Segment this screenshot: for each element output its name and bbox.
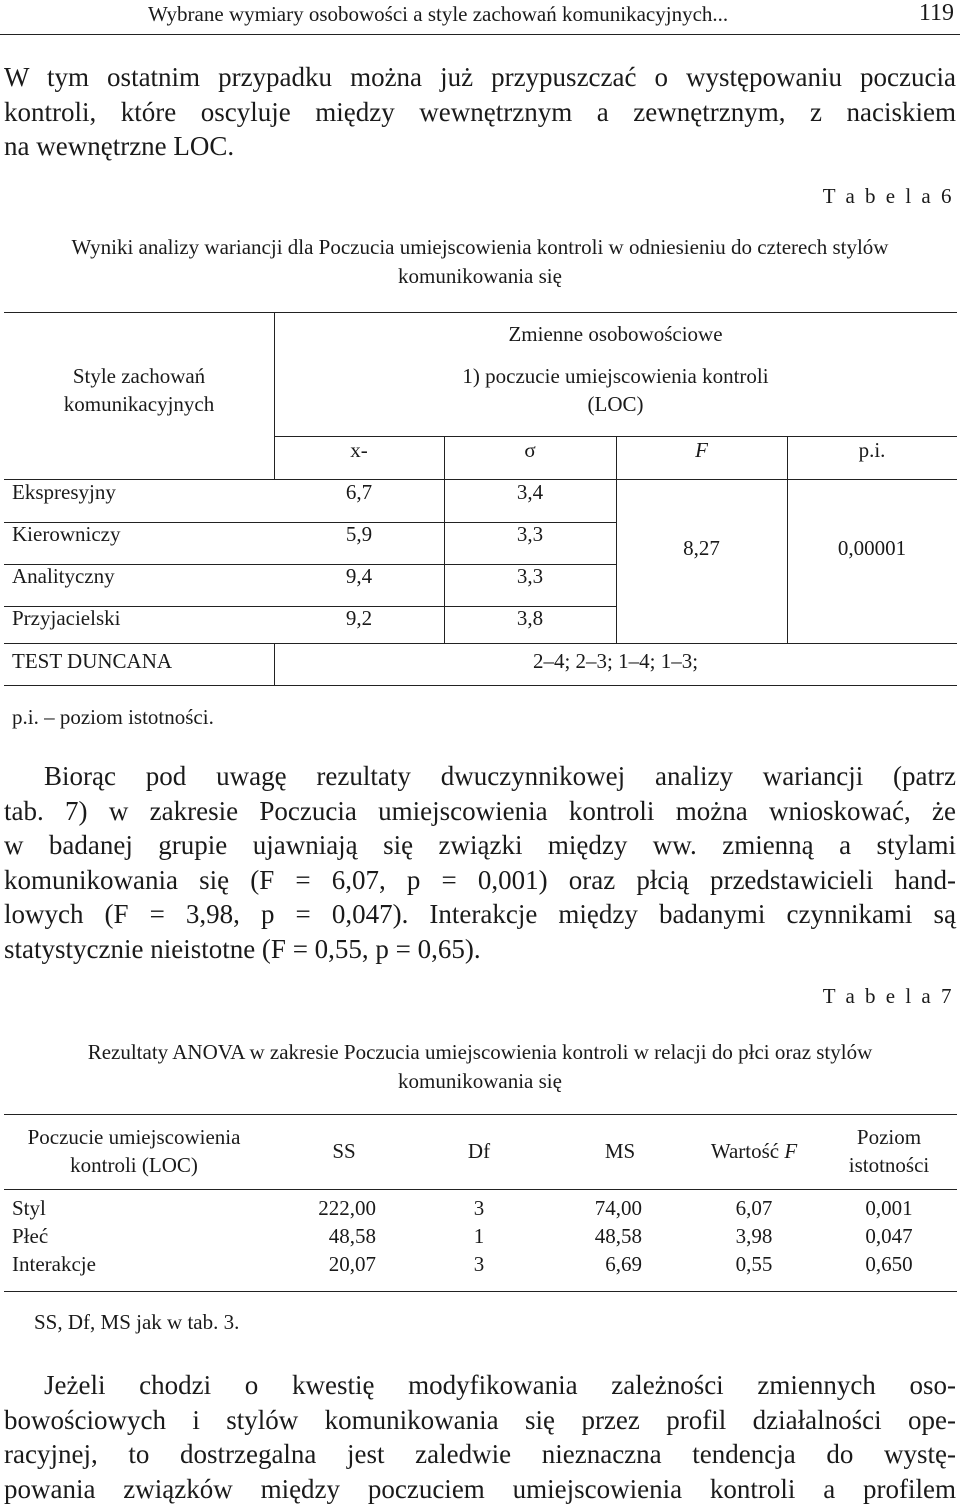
- ss-value: 20,07: [284, 1250, 376, 1278]
- variable-name: [274, 362, 957, 418]
- col0-header: [4, 1123, 264, 1179]
- variable-line: 1) poczucie umiejscowienia kontroli: [274, 362, 957, 390]
- col-header-pi: p.i.: [787, 436, 957, 464]
- page-number: 119: [919, 0, 954, 27]
- caption-line: komunikowania się: [0, 1067, 960, 1096]
- f-value: 0,55: [714, 1250, 794, 1278]
- variable-line: (LOC): [274, 390, 957, 418]
- mean-value: 6,7: [274, 478, 444, 506]
- ms-value: 6,69: [554, 1250, 642, 1278]
- paragraph-line: tab. 7) w zakresie Poczucia umiejscowienia kontroli można wnioskować, że: [4, 794, 956, 829]
- ms-header: MS: [560, 1137, 680, 1165]
- middle-paragraph: [4, 759, 956, 966]
- df-header: Df: [419, 1137, 539, 1165]
- row-header-line: komunikacyjnych: [4, 390, 274, 418]
- group-title: Zmienne osobowościowe: [274, 320, 957, 348]
- col-header-sigma: σ: [444, 436, 616, 464]
- row-header-cell: [4, 362, 274, 418]
- f-header: [684, 1137, 824, 1165]
- effect-name: Styl: [12, 1194, 46, 1222]
- p-value: 0,047: [839, 1222, 939, 1250]
- f-header-symbol: F: [784, 1139, 797, 1163]
- paragraph-line: lowych (F = 3,98, p = 0,047). Interakcje między badanymi czynnikami są: [4, 897, 956, 932]
- p-value: 0,001: [839, 1194, 939, 1222]
- f-value: 8,27: [616, 534, 787, 562]
- table6-caption: [0, 233, 960, 291]
- table6-note: p.i. – poziom istotności.: [12, 705, 214, 730]
- paragraph-line: Biorąc pod uwagę rezultaty dwuczynnikowej analizy wariancji (patrz: [4, 759, 956, 794]
- paragraph-line: kontroli, które oscyluje między wewnętrznym a zewnętrznym, z naciskiem: [4, 95, 956, 130]
- sigma-value: 3,3: [444, 520, 616, 548]
- caption-line: komunikowania się: [0, 262, 960, 291]
- f-value: 3,98: [714, 1222, 794, 1250]
- paragraph-line: powania związków między poczuciem umiejscowienia kontroli a profilem: [4, 1472, 956, 1506]
- table7-label: T a b e l a 7: [823, 984, 954, 1009]
- style-name: Ekspresyjny: [12, 478, 116, 506]
- table6: [4, 312, 957, 686]
- sigma-value: 3,4: [444, 478, 616, 506]
- ms-value: 48,58: [554, 1222, 642, 1250]
- duncan-value: 2–4; 2–3; 1–4; 1–3;: [274, 647, 957, 675]
- col0-header-line: kontroli (LOC): [4, 1151, 264, 1179]
- paragraph-line: komunikowania się (F = 6,07, p = 0,001) oraz płcią przedstawicieli hand-: [4, 863, 956, 898]
- ms-value: 74,00: [554, 1194, 642, 1222]
- table7-note: SS, Df, MS jak w tab. 3.: [34, 1310, 239, 1335]
- ss-header: SS: [284, 1137, 404, 1165]
- paragraph-line: Jeżeli chodzi o kwestię modyfikowania zależności zmiennych oso-: [4, 1368, 956, 1403]
- df-value: 1: [449, 1222, 509, 1250]
- col-header-mean: x-: [274, 436, 444, 464]
- style-name: Kierowniczy: [12, 520, 120, 548]
- sigma-value: 3,8: [444, 604, 616, 632]
- f-value: 6,07: [714, 1194, 794, 1222]
- df-value: 3: [449, 1194, 509, 1222]
- running-head: [0, 0, 960, 35]
- intro-paragraph: [4, 60, 956, 164]
- style-name: Przyjacielski: [12, 604, 120, 632]
- ss-value: 222,00: [284, 1194, 376, 1222]
- p-value: 0,650: [839, 1250, 939, 1278]
- effect-name: Interakcje: [12, 1250, 96, 1278]
- caption-line: Wyniki analizy wariancji dla Poczucia umiejscowienia kontroli w odniesieniu do czterech stylów: [0, 233, 960, 262]
- sig-header-line: Poziom: [819, 1123, 959, 1151]
- df-value: 3: [449, 1250, 509, 1278]
- duncan-label: TEST DUNCANA: [12, 647, 172, 675]
- paragraph-line: W tym ostatnim przypadku można już przypuszczać o występowaniu poczucia: [4, 60, 956, 95]
- row-header-line: Style zachowań: [4, 362, 274, 390]
- sigma-value: 3,3: [444, 562, 616, 590]
- col-header-f: F: [616, 436, 787, 464]
- paragraph-line: bowościowych i stylów komunikowania się przez profil działalności ope-: [4, 1403, 956, 1438]
- sig-header-line: istotności: [819, 1151, 959, 1179]
- col0-header-line: Poczucie umiejscowienia: [4, 1123, 264, 1151]
- running-head-title: Wybrane wymiary osobowości a style zachowań komunikacyjnych...: [148, 2, 728, 27]
- table6-label: T a b e l a 6: [823, 184, 954, 209]
- f-header-label: Wartość: [711, 1139, 779, 1163]
- paragraph-line: statystycznie nieistotne (F = 0,55, p = 0,65).: [4, 932, 956, 967]
- paragraph-line: w badanej grupie ujawniają się związki między ww. zmienną a stylami: [4, 828, 956, 863]
- paragraph-line: racyjnej, to dostrzegalna jest zaledwie nieznaczna tendencja do wystę-: [4, 1437, 956, 1472]
- final-paragraph: [4, 1368, 956, 1506]
- mean-value: 5,9: [274, 520, 444, 548]
- table7-caption: [0, 1038, 960, 1096]
- ss-value: 48,58: [284, 1222, 376, 1250]
- effect-name: Płeć: [12, 1222, 48, 1250]
- mean-value: 9,2: [274, 604, 444, 632]
- p-value: 0,00001: [787, 534, 957, 562]
- paragraph-line: na wewnętrzne LOC.: [4, 129, 956, 164]
- style-name: Analityczny: [12, 562, 115, 590]
- caption-line: Rezultaty ANOVA w zakresie Poczucia umiejscowienia kontroli w relacji do płci oraz stylów: [0, 1038, 960, 1067]
- table7: [4, 1114, 957, 1292]
- mean-value: 9,4: [274, 562, 444, 590]
- sig-header: [819, 1123, 959, 1179]
